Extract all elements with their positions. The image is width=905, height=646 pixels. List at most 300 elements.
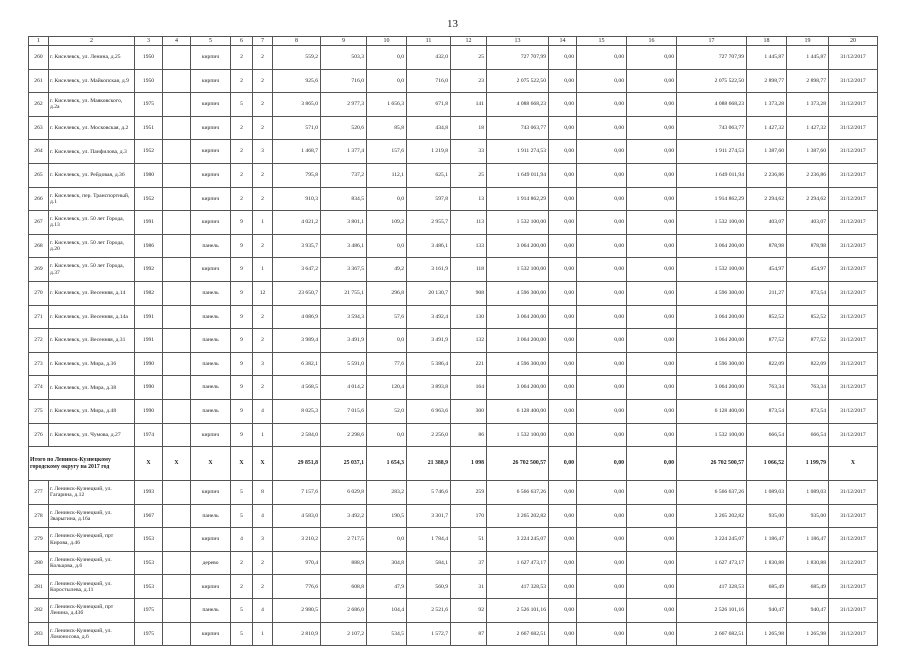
col16-cell: 0,00 bbox=[627, 599, 677, 623]
fund-cost-cell: 3 265 202,82 bbox=[677, 504, 747, 528]
entrances-cell: 4 bbox=[253, 504, 273, 528]
total-cost-cell: 1 532 100,00 bbox=[487, 211, 549, 235]
living-area-cell: 3 801,1 bbox=[321, 211, 367, 235]
wall-material-cell: панель bbox=[191, 352, 231, 376]
wall-material-cell: панель bbox=[191, 599, 231, 623]
limit-cost-cell: 1 089,03 bbox=[787, 481, 829, 505]
col14-cell: 0,00 bbox=[549, 163, 577, 187]
table-row bbox=[29, 305, 878, 329]
wall-material-cell: панель bbox=[191, 281, 231, 305]
address-cell: г. Киселевск, ул. Чумова, д.27 bbox=[49, 423, 135, 447]
col16-cell: 0,00 bbox=[627, 305, 677, 329]
limit-cost-cell: 763,34 bbox=[787, 376, 829, 400]
floors-cell: 2 bbox=[231, 69, 253, 93]
cost-per-sqm-cell: 1 089,03 bbox=[747, 481, 787, 505]
col16-cell: 0,00 bbox=[627, 211, 677, 235]
living-area-cell: 1 377,4 bbox=[321, 140, 367, 164]
nonliving-area-cell: 0,0 bbox=[367, 423, 407, 447]
header-row bbox=[29, 37, 878, 46]
row-number-cell: 276 bbox=[29, 423, 49, 447]
private-area-cell: 584,1 bbox=[407, 551, 451, 575]
column-number-cell: 8 bbox=[273, 37, 321, 46]
cost-per-sqm-cell: 1 265,98 bbox=[747, 622, 787, 646]
address-cell: г. Киселевск, ул. Мира, д.48 bbox=[49, 399, 135, 423]
floors-cell: 4 bbox=[231, 528, 253, 552]
col14-cell: 0,00 bbox=[549, 423, 577, 447]
private-area-cell: 1 219,8 bbox=[407, 140, 451, 164]
summary-c7-cell: X bbox=[253, 447, 273, 481]
nonliving-area-cell: 304,8 bbox=[367, 551, 407, 575]
col14-cell: 0,00 bbox=[549, 622, 577, 646]
summary-c6-cell: X bbox=[231, 447, 253, 481]
col16-cell: 0,00 bbox=[627, 258, 677, 282]
wall-material-cell: кирпич bbox=[191, 46, 231, 70]
summary-label-cell: Итого по Ленинск-Кузнецкому городскому округу на 2017 год bbox=[29, 447, 135, 481]
floors-cell: 2 bbox=[231, 116, 253, 140]
fund-cost-cell: 6 128 400,00 bbox=[677, 399, 747, 423]
address-cell: г. Киселевск, ул. Весенняя, д.14а bbox=[49, 305, 135, 329]
cost-per-sqm-cell: 2 898,77 bbox=[747, 69, 787, 93]
nonliving-area-cell: 0,0 bbox=[367, 187, 407, 211]
col4-cell bbox=[163, 93, 191, 117]
total-area-cell: 559,2 bbox=[273, 46, 321, 70]
nonliving-area-cell: 120,4 bbox=[367, 376, 407, 400]
residents-cell: 908 bbox=[451, 281, 487, 305]
private-area-cell: 716,0 bbox=[407, 69, 451, 93]
cost-per-sqm-cell: 763,34 bbox=[747, 376, 787, 400]
col15-cell: 0,00 bbox=[577, 481, 627, 505]
year-built-cell: 1991 bbox=[135, 329, 163, 353]
table-row bbox=[29, 551, 878, 575]
col16-cell: 0,00 bbox=[627, 504, 677, 528]
total-area-cell: 4 583,0 bbox=[273, 504, 321, 528]
limit-cost-cell: 685,49 bbox=[787, 575, 829, 599]
entrances-cell: 1 bbox=[253, 258, 273, 282]
entrances-cell: 2 bbox=[253, 93, 273, 117]
limit-cost-cell: 403,07 bbox=[787, 211, 829, 235]
col16-cell: 0,00 bbox=[627, 352, 677, 376]
address-cell: г. Ленинск-Кузнецкий, ул. Гагарина, д.12 bbox=[49, 481, 135, 505]
wall-material-cell: панель bbox=[191, 504, 231, 528]
wall-material-cell: кирпич bbox=[191, 163, 231, 187]
limit-cost-cell: 877,52 bbox=[787, 329, 829, 353]
completion-date-cell: 31/12/2017 bbox=[829, 399, 878, 423]
year-built-cell: 1991 bbox=[135, 211, 163, 235]
residents-cell: 86 bbox=[451, 423, 487, 447]
completion-date-cell: 31/12/2017 bbox=[829, 352, 878, 376]
table-row bbox=[29, 69, 878, 93]
housing-register-table bbox=[28, 36, 878, 646]
col15-cell: 0,00 bbox=[577, 140, 627, 164]
private-area-cell: 1 784,4 bbox=[407, 528, 451, 552]
total-cost-cell: 4 596 300,00 bbox=[487, 352, 549, 376]
completion-date-cell: 31/12/2017 bbox=[829, 551, 878, 575]
living-area-cell: 3 486,1 bbox=[321, 234, 367, 258]
row-number-cell: 270 bbox=[29, 281, 49, 305]
completion-date-cell: 31/12/2017 bbox=[829, 69, 878, 93]
residents-cell: 25 bbox=[451, 46, 487, 70]
summary-c20-cell: X bbox=[829, 447, 878, 481]
cost-per-sqm-cell: 873,54 bbox=[747, 399, 787, 423]
col4-cell bbox=[163, 211, 191, 235]
wall-material-cell: кирпич bbox=[191, 140, 231, 164]
year-built-cell: 1990 bbox=[135, 352, 163, 376]
fund-cost-cell: 3 064 200,00 bbox=[677, 234, 747, 258]
living-area-cell: 21 755,1 bbox=[321, 281, 367, 305]
col4-cell bbox=[163, 46, 191, 70]
col15-cell: 0,00 bbox=[577, 46, 627, 70]
floors-cell: 9 bbox=[231, 329, 253, 353]
table-row bbox=[29, 234, 878, 258]
limit-cost-cell: 2 236,86 bbox=[787, 163, 829, 187]
summary-c14-cell: 0,00 bbox=[549, 447, 577, 481]
residents-cell: 164 bbox=[451, 376, 487, 400]
private-area-cell: 20 130,7 bbox=[407, 281, 451, 305]
col4-cell bbox=[163, 352, 191, 376]
nonliving-area-cell: 157,6 bbox=[367, 140, 407, 164]
col4-cell bbox=[163, 281, 191, 305]
living-area-cell: 520,6 bbox=[321, 116, 367, 140]
address-cell: г. Киселевск, ул. Рейдовая, д.36 bbox=[49, 163, 135, 187]
address-cell: г. Киселевск, ул. 50 лет Города, д.13 bbox=[49, 211, 135, 235]
year-built-cell: 1952 bbox=[135, 140, 163, 164]
entrances-cell: 2 bbox=[253, 116, 273, 140]
fund-cost-cell: 3 064 200,00 bbox=[677, 305, 747, 329]
wall-material-cell: кирпич bbox=[191, 622, 231, 646]
table-row bbox=[29, 575, 878, 599]
table-row bbox=[29, 187, 878, 211]
wall-material-cell: кирпич bbox=[191, 93, 231, 117]
row-number-cell: 275 bbox=[29, 399, 49, 423]
col14-cell: 0,00 bbox=[549, 46, 577, 70]
total-area-cell: 3 647,2 bbox=[273, 258, 321, 282]
completion-date-cell: 31/12/2017 bbox=[829, 376, 878, 400]
entrances-cell: 4 bbox=[253, 599, 273, 623]
total-area-cell: 6 382,1 bbox=[273, 352, 321, 376]
col4-cell bbox=[163, 575, 191, 599]
floors-cell: 9 bbox=[231, 352, 253, 376]
total-area-cell: 571,0 bbox=[273, 116, 321, 140]
column-number-cell: 11 bbox=[407, 37, 451, 46]
completion-date-cell: 31/12/2017 bbox=[829, 575, 878, 599]
col16-cell: 0,00 bbox=[627, 281, 677, 305]
nonliving-area-cell: 47,9 bbox=[367, 575, 407, 599]
table-row bbox=[29, 423, 878, 447]
wall-material-cell: панель bbox=[191, 399, 231, 423]
private-area-cell: 3 491,9 bbox=[407, 329, 451, 353]
cost-per-sqm-cell: 666,54 bbox=[747, 423, 787, 447]
year-built-cell: 1953 bbox=[135, 528, 163, 552]
nonliving-area-cell: 77,6 bbox=[367, 352, 407, 376]
total-cost-cell: 727 707,99 bbox=[487, 46, 549, 70]
address-cell: г. Киселевск, ул. 50 лет Города, д.20 bbox=[49, 234, 135, 258]
col16-cell: 0,00 bbox=[627, 575, 677, 599]
table-row bbox=[29, 599, 878, 623]
nonliving-area-cell: 0,0 bbox=[367, 234, 407, 258]
floors-cell: 9 bbox=[231, 211, 253, 235]
fund-cost-cell: 1 911 274,53 bbox=[677, 140, 747, 164]
residents-cell: 141 bbox=[451, 93, 487, 117]
living-area-cell: 6 029,8 bbox=[321, 481, 367, 505]
living-area-cell: 2 686,0 bbox=[321, 599, 367, 623]
total-area-cell: 8 025,3 bbox=[273, 399, 321, 423]
residents-cell: 170 bbox=[451, 504, 487, 528]
col15-cell: 0,00 bbox=[577, 258, 627, 282]
living-area-cell: 834,5 bbox=[321, 187, 367, 211]
cost-per-sqm-cell: 1 186,47 bbox=[747, 528, 787, 552]
column-number-cell: 9 bbox=[321, 37, 367, 46]
col15-cell: 0,00 bbox=[577, 551, 627, 575]
address-cell: г. Ленинск-Кузнецкий, ул. Ломоносова, д.6 bbox=[49, 622, 135, 646]
col15-cell: 0,00 bbox=[577, 352, 627, 376]
col4-cell bbox=[163, 258, 191, 282]
private-area-cell: 3 161,9 bbox=[407, 258, 451, 282]
row-number-cell: 267 bbox=[29, 211, 49, 235]
fund-cost-cell: 4 596 300,00 bbox=[677, 281, 747, 305]
total-area-cell: 4 021,2 bbox=[273, 211, 321, 235]
col4-cell bbox=[163, 504, 191, 528]
total-area-cell: 3 935,7 bbox=[273, 234, 321, 258]
floors-cell: 9 bbox=[231, 305, 253, 329]
residents-cell: 25 bbox=[451, 163, 487, 187]
row-number-cell: 277 bbox=[29, 481, 49, 505]
cost-per-sqm-cell: 935,00 bbox=[747, 504, 787, 528]
private-area-cell: 6 963,6 bbox=[407, 399, 451, 423]
fund-cost-cell: 3 064 200,00 bbox=[677, 329, 747, 353]
entrances-cell: 2 bbox=[253, 376, 273, 400]
col15-cell: 0,00 bbox=[577, 599, 627, 623]
residents-cell: 118 bbox=[451, 258, 487, 282]
summary-a9-cell: 25 037,1 bbox=[321, 447, 367, 481]
col16-cell: 0,00 bbox=[627, 163, 677, 187]
residents-cell: 37 bbox=[451, 551, 487, 575]
completion-date-cell: 31/12/2017 bbox=[829, 234, 878, 258]
total-cost-cell: 6 566 637,26 bbox=[487, 481, 549, 505]
col16-cell: 0,00 bbox=[627, 234, 677, 258]
column-number-cell: 19 bbox=[787, 37, 829, 46]
nonliving-area-cell: 0,0 bbox=[367, 528, 407, 552]
col4-cell bbox=[163, 528, 191, 552]
fund-cost-cell: 2 526 101,16 bbox=[677, 599, 747, 623]
col15-cell: 0,00 bbox=[577, 93, 627, 117]
col14-cell: 0,00 bbox=[549, 211, 577, 235]
year-built-cell: 1992 bbox=[135, 258, 163, 282]
summary-c15-cell: 0,00 bbox=[577, 447, 627, 481]
year-built-cell: 1953 bbox=[135, 575, 163, 599]
cost-per-sqm-cell: 211,27 bbox=[747, 281, 787, 305]
total-cost-cell: 2 526 101,16 bbox=[487, 599, 549, 623]
table-row bbox=[29, 163, 878, 187]
floors-cell: 5 bbox=[231, 481, 253, 505]
col14-cell: 0,00 bbox=[549, 504, 577, 528]
col14-cell: 0,00 bbox=[549, 481, 577, 505]
col15-cell: 0,00 bbox=[577, 211, 627, 235]
total-cost-cell: 4 596 300,00 bbox=[487, 281, 549, 305]
year-built-cell: 1975 bbox=[135, 622, 163, 646]
col14-cell: 0,00 bbox=[549, 140, 577, 164]
col4-cell bbox=[163, 399, 191, 423]
fund-cost-cell: 1 649 011,94 bbox=[677, 163, 747, 187]
completion-date-cell: 31/12/2017 bbox=[829, 329, 878, 353]
private-area-cell: 3 301,7 bbox=[407, 504, 451, 528]
residents-cell: 300 bbox=[451, 399, 487, 423]
wall-material-cell: панель bbox=[191, 305, 231, 329]
fund-cost-cell: 1 532 100,00 bbox=[677, 423, 747, 447]
address-cell: г. Ленинск-Кузнецкий, ул. Коростылева, д.11 bbox=[49, 575, 135, 599]
floors-cell: 2 bbox=[231, 187, 253, 211]
total-cost-cell: 1 914 862,29 bbox=[487, 187, 549, 211]
total-area-cell: 795,8 bbox=[273, 163, 321, 187]
living-area-cell: 3 492,2 bbox=[321, 504, 367, 528]
living-area-cell: 888,9 bbox=[321, 551, 367, 575]
limit-cost-cell: 852,52 bbox=[787, 305, 829, 329]
total-area-cell: 2 810,9 bbox=[273, 622, 321, 646]
column-number-cell: 4 bbox=[163, 37, 191, 46]
address-cell: г. Киселевск, ул. Панфилова, д.3 bbox=[49, 140, 135, 164]
col4-cell bbox=[163, 622, 191, 646]
col15-cell: 0,00 bbox=[577, 281, 627, 305]
cost-per-sqm-cell: 685,49 bbox=[747, 575, 787, 599]
year-built-cell: 1975 bbox=[135, 93, 163, 117]
wall-material-cell: кирпич bbox=[191, 187, 231, 211]
col16-cell: 0,00 bbox=[627, 46, 677, 70]
fund-cost-cell: 2 075 522,50 bbox=[677, 69, 747, 93]
fund-cost-cell: 727 707,99 bbox=[677, 46, 747, 70]
column-number-cell: 7 bbox=[253, 37, 273, 46]
nonliving-area-cell: 49,2 bbox=[367, 258, 407, 282]
table-row bbox=[29, 211, 878, 235]
col14-cell: 0,00 bbox=[549, 551, 577, 575]
row-number-cell: 274 bbox=[29, 376, 49, 400]
col4-cell bbox=[163, 69, 191, 93]
floors-cell: 9 bbox=[231, 399, 253, 423]
nonliving-area-cell: 52,0 bbox=[367, 399, 407, 423]
wall-material-cell: панель bbox=[191, 376, 231, 400]
table-row bbox=[29, 258, 878, 282]
wall-material-cell: дерево bbox=[191, 551, 231, 575]
wall-material-cell: панель bbox=[191, 234, 231, 258]
living-area-cell: 3 491,9 bbox=[321, 329, 367, 353]
col4-cell bbox=[163, 305, 191, 329]
residents-cell: 113 bbox=[451, 211, 487, 235]
entrances-cell: 3 bbox=[253, 352, 273, 376]
living-area-cell: 2 717,5 bbox=[321, 528, 367, 552]
private-area-cell: 2 955,7 bbox=[407, 211, 451, 235]
address-cell: г. Киселевск, пер. Транспортный, д.1 bbox=[49, 187, 135, 211]
column-number-cell: 12 bbox=[451, 37, 487, 46]
col4-cell bbox=[163, 329, 191, 353]
limit-cost-cell: 1 387,60 bbox=[787, 140, 829, 164]
summary-c18-cell: 1 066,52 bbox=[747, 447, 787, 481]
col16-cell: 0,00 bbox=[627, 69, 677, 93]
address-cell: г. Ленинск-Кузнецкий, ул. Зварыгина, д.16а bbox=[49, 504, 135, 528]
floors-cell: 5 bbox=[231, 93, 253, 117]
cost-per-sqm-cell: 1 445,87 bbox=[747, 46, 787, 70]
row-number-cell: 279 bbox=[29, 528, 49, 552]
completion-date-cell: 31/12/2017 bbox=[829, 46, 878, 70]
column-number-cell: 20 bbox=[829, 37, 878, 46]
table-row bbox=[29, 528, 878, 552]
living-area-cell: 503,3 bbox=[321, 46, 367, 70]
private-area-cell: 5 746,6 bbox=[407, 481, 451, 505]
year-built-cell: 1991 bbox=[135, 305, 163, 329]
col15-cell: 0,00 bbox=[577, 329, 627, 353]
total-cost-cell: 3 064 200,00 bbox=[487, 329, 549, 353]
year-built-cell: 1950 bbox=[135, 69, 163, 93]
entrances-cell: 12 bbox=[253, 281, 273, 305]
living-area-cell: 716,0 bbox=[321, 69, 367, 93]
entrances-cell: 1 bbox=[253, 211, 273, 235]
total-cost-cell: 1 911 274,53 bbox=[487, 140, 549, 164]
summary-c19-cell: 1 199,79 bbox=[787, 447, 829, 481]
table-row bbox=[29, 352, 878, 376]
nonliving-area-cell: 283,2 bbox=[367, 481, 407, 505]
table-row bbox=[29, 281, 878, 305]
year-built-cell: 1990 bbox=[135, 399, 163, 423]
nonliving-area-cell: 190,5 bbox=[367, 504, 407, 528]
col15-cell: 0,00 bbox=[577, 399, 627, 423]
col4-cell bbox=[163, 423, 191, 447]
limit-cost-cell: 1 427,32 bbox=[787, 116, 829, 140]
living-area-cell: 2 298,6 bbox=[321, 423, 367, 447]
address-cell: г. Ленинск-Кузнецкий, прт Ленина, д.43б bbox=[49, 599, 135, 623]
entrances-cell: 1 bbox=[253, 423, 273, 447]
total-area-cell: 4 086,9 bbox=[273, 305, 321, 329]
fund-cost-cell: 743 063,77 bbox=[677, 116, 747, 140]
floors-cell: 2 bbox=[231, 46, 253, 70]
row-number-cell: 260 bbox=[29, 46, 49, 70]
living-area-cell: 3 367,5 bbox=[321, 258, 367, 282]
address-cell: г. Киселевск, ул. 50 лет Города, д.37 bbox=[49, 258, 135, 282]
col15-cell: 0,00 bbox=[577, 305, 627, 329]
col4-cell bbox=[163, 234, 191, 258]
column-number-cell: 10 bbox=[367, 37, 407, 46]
total-area-cell: 925,6 bbox=[273, 69, 321, 93]
total-cost-cell: 1 649 011,94 bbox=[487, 163, 549, 187]
private-area-cell: 560,9 bbox=[407, 575, 451, 599]
limit-cost-cell: 1 373,28 bbox=[787, 93, 829, 117]
wall-material-cell: кирпич bbox=[191, 481, 231, 505]
col14-cell: 0,00 bbox=[549, 305, 577, 329]
cost-per-sqm-cell: 1 387,60 bbox=[747, 140, 787, 164]
entrances-cell: 1 bbox=[253, 622, 273, 646]
total-cost-cell: 1 532 100,00 bbox=[487, 258, 549, 282]
nonliving-area-cell: 0,0 bbox=[367, 69, 407, 93]
wall-material-cell: панель bbox=[191, 329, 231, 353]
limit-cost-cell: 822,09 bbox=[787, 352, 829, 376]
total-cost-cell: 3 265 202,82 bbox=[487, 504, 549, 528]
entrances-cell: 8 bbox=[253, 481, 273, 505]
col16-cell: 0,00 bbox=[627, 93, 677, 117]
col14-cell: 0,00 bbox=[549, 69, 577, 93]
cost-per-sqm-cell: 454,97 bbox=[747, 258, 787, 282]
entrances-cell: 2 bbox=[253, 69, 273, 93]
nonliving-area-cell: 85,8 bbox=[367, 116, 407, 140]
address-cell: г. Киселевск, ул. Мира, д.36 bbox=[49, 352, 135, 376]
col16-cell: 0,00 bbox=[627, 399, 677, 423]
year-built-cell: 1952 bbox=[135, 187, 163, 211]
floors-cell: 2 bbox=[231, 575, 253, 599]
wall-material-cell: кирпич bbox=[191, 423, 231, 447]
floors-cell: 2 bbox=[231, 140, 253, 164]
total-area-cell: 776,6 bbox=[273, 575, 321, 599]
col15-cell: 0,00 bbox=[577, 69, 627, 93]
summary-c4-cell: X bbox=[163, 447, 191, 481]
residents-cell: 51 bbox=[451, 528, 487, 552]
limit-cost-cell: 878,98 bbox=[787, 234, 829, 258]
col4-cell bbox=[163, 163, 191, 187]
row-number-cell: 266 bbox=[29, 187, 49, 211]
